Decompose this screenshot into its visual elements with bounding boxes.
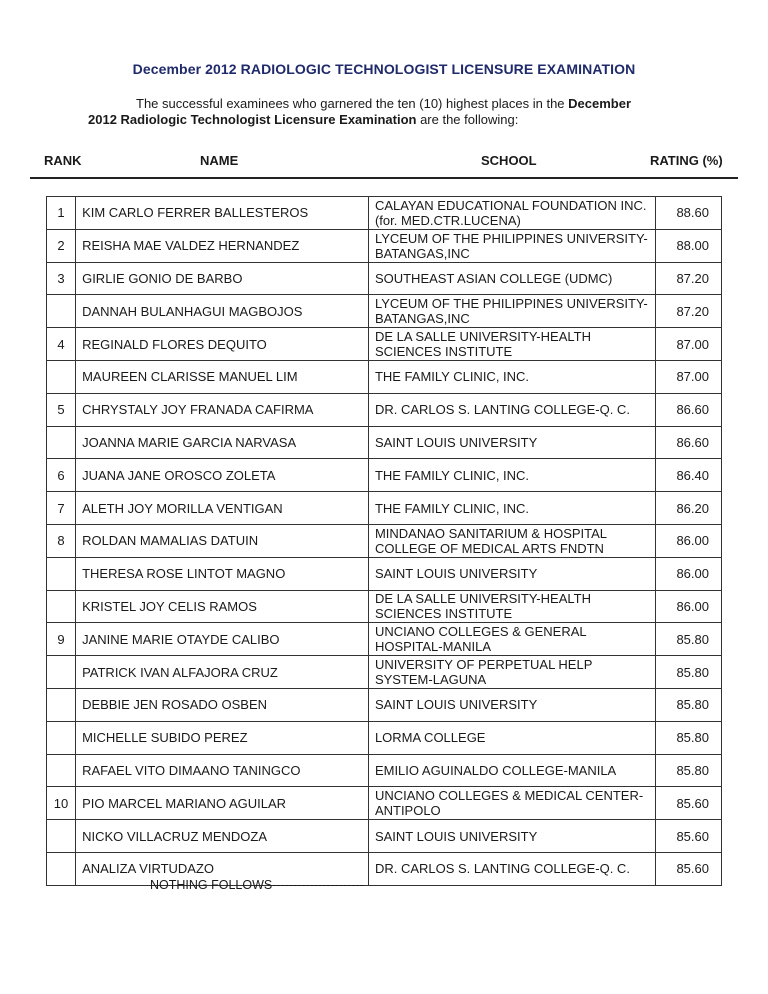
school-cell: SAINT LOUIS UNIVERSITY	[368, 557, 655, 590]
header-rank: RANK	[44, 153, 82, 168]
header-name: NAME	[200, 153, 239, 168]
rank-cell: 9	[47, 623, 76, 656]
table-row	[47, 229, 722, 262]
rating-cell: 87.20	[655, 295, 721, 328]
rank-cell	[47, 820, 76, 853]
rating-cell: 86.60	[655, 393, 721, 426]
rank-cell: 3	[47, 262, 76, 295]
school-cell: SOUTHEAST ASIAN COLLEGE (UDMC)	[368, 262, 655, 295]
table-row	[47, 328, 722, 361]
table-row	[47, 426, 722, 459]
name-cell: JOANNA MARIE GARCIA NARVASA	[76, 426, 369, 459]
school-cell: CALAYAN EDUCATIONAL FOUNDATION INC.(for. MED.CTR.LUCENA)	[368, 197, 655, 230]
rating-cell: 86.00	[655, 524, 721, 557]
rating-cell: 85.80	[655, 656, 721, 689]
name-cell: ANALIZA VIRTUDAZO	[76, 852, 369, 885]
school-cell: LORMA COLLEGE	[368, 721, 655, 754]
rank-cell	[47, 426, 76, 459]
name-cell: THERESA ROSE LINTOT MAGNO	[76, 557, 369, 590]
table-row	[47, 197, 722, 230]
rank-cell	[47, 852, 76, 885]
rank-cell: 4	[47, 328, 76, 361]
table-row	[47, 524, 722, 557]
rank-cell: 6	[47, 459, 76, 492]
school-cell: DE LA SALLE UNIVERSITY-HEALTH SCIENCES INSTITUTE	[368, 328, 655, 361]
header-rating: RATING (%)	[650, 153, 723, 168]
name-cell: JUANA JANE OROSCO ZOLETA	[76, 459, 369, 492]
nothing-follows-note: NOTHING FOLLOWS----------------------	[150, 878, 364, 892]
name-cell: PIO MARCEL MARIANO AGUILAR	[76, 787, 369, 820]
name-cell: RAFAEL VITO DIMAANO TANINGCO	[76, 754, 369, 787]
results-table	[46, 196, 722, 886]
rank-cell	[47, 295, 76, 328]
rating-cell: 86.20	[655, 492, 721, 525]
header-school: SCHOOL	[481, 153, 537, 168]
intro-bold-2: 2012 Radiologic Technologist Licensure Examination	[88, 112, 417, 127]
school-cell: LYCEUM OF THE PHILIPPINES UNIVERSITY-BATANGAS,INC	[368, 229, 655, 262]
rank-cell: 7	[47, 492, 76, 525]
rating-cell: 86.40	[655, 459, 721, 492]
rank-cell: 2	[47, 229, 76, 262]
rank-cell	[47, 754, 76, 787]
school-cell: SAINT LOUIS UNIVERSITY	[368, 426, 655, 459]
rank-cell	[47, 557, 76, 590]
table-row	[47, 688, 722, 721]
table-row	[47, 393, 722, 426]
school-cell: SAINT LOUIS UNIVERSITY	[368, 820, 655, 853]
table-row	[47, 623, 722, 656]
name-cell: GIRLIE GONIO DE BARBO	[76, 262, 369, 295]
header-divider	[30, 177, 738, 179]
rating-cell: 85.60	[655, 820, 721, 853]
rank-cell: 10	[47, 787, 76, 820]
table-row	[47, 360, 722, 393]
rank-cell	[47, 656, 76, 689]
school-cell: UNIVERSITY OF PERPETUAL HELP SYSTEM-LAGUNA	[368, 656, 655, 689]
rank-cell: 8	[47, 524, 76, 557]
intro-bold-1: December	[568, 96, 632, 111]
rank-cell	[47, 688, 76, 721]
school-cell: THE FAMILY CLINIC, INC.	[368, 360, 655, 393]
intro-paragraph	[88, 96, 688, 128]
table-row	[47, 492, 722, 525]
rating-cell: 85.80	[655, 721, 721, 754]
rank-cell	[47, 360, 76, 393]
name-cell: MICHELLE SUBIDO PEREZ	[76, 721, 369, 754]
name-cell: DANNAH BULANHAGUI MAGBOJOS	[76, 295, 369, 328]
intro-text-1: The successful examinees who garnered the ten (10) highest places in the	[136, 96, 569, 111]
rating-cell: 87.00	[655, 328, 721, 361]
name-cell: REISHA MAE VALDEZ HERNANDEZ	[76, 229, 369, 262]
name-cell: CHRYSTALY JOY FRANADA CAFIRMA	[76, 393, 369, 426]
rating-cell: 85.60	[655, 787, 721, 820]
name-cell: ROLDAN MAMALIAS DATUIN	[76, 524, 369, 557]
school-cell: UNCIANO COLLEGES & GENERAL HOSPITAL-MANILA	[368, 623, 655, 656]
table-row	[47, 787, 722, 820]
name-cell: KIM CARLO FERRER BALLESTEROS	[76, 197, 369, 230]
school-cell: SAINT LOUIS UNIVERSITY	[368, 688, 655, 721]
table-row	[47, 590, 722, 623]
rating-cell: 88.00	[655, 229, 721, 262]
intro-text-2: are the following:	[416, 112, 519, 127]
rating-cell: 85.80	[655, 623, 721, 656]
rating-cell: 85.80	[655, 754, 721, 787]
school-cell: DE LA SALLE UNIVERSITY-HEALTH SCIENCES INSTITUTE	[368, 590, 655, 623]
name-cell: JANINE MARIE OTAYDE CALIBO	[76, 623, 369, 656]
table-row	[47, 820, 722, 853]
school-cell: MINDANAO SANITARIUM & HOSPITAL COLLEGE OF MEDICAL ARTS FNDTN	[368, 524, 655, 557]
table-row	[47, 557, 722, 590]
school-cell: EMILIO AGUINALDO COLLEGE-MANILA	[368, 754, 655, 787]
rating-cell: 86.60	[655, 426, 721, 459]
name-cell: DEBBIE JEN ROSADO OSBEN	[76, 688, 369, 721]
page-title: December 2012 RADIOLOGIC TECHNOLOGIST LICENSURE EXAMINATION	[132, 61, 636, 77]
name-cell: MAUREEN CLARISSE MANUEL LIM	[76, 360, 369, 393]
rating-cell: 86.00	[655, 557, 721, 590]
table-row	[47, 656, 722, 689]
rating-cell: 87.20	[655, 262, 721, 295]
table-row	[47, 262, 722, 295]
table-row	[47, 295, 722, 328]
school-cell: DR. CARLOS S. LANTING COLLEGE-Q. C.	[368, 393, 655, 426]
rating-cell: 86.00	[655, 590, 721, 623]
name-cell: NICKO VILLACRUZ MENDOZA	[76, 820, 369, 853]
table-row	[47, 754, 722, 787]
rank-cell: 5	[47, 393, 76, 426]
school-cell: DR. CARLOS S. LANTING COLLEGE-Q. C.	[368, 852, 655, 885]
rank-cell	[47, 590, 76, 623]
name-cell: KRISTEL JOY CELIS RAMOS	[76, 590, 369, 623]
rank-cell: 1	[47, 197, 76, 230]
rank-cell	[47, 721, 76, 754]
school-cell: THE FAMILY CLINIC, INC.	[368, 459, 655, 492]
rating-cell: 88.60	[655, 197, 721, 230]
school-cell: UNCIANO COLLEGES & MEDICAL CENTER-ANTIPOLO	[368, 787, 655, 820]
table-row	[47, 459, 722, 492]
rating-cell: 85.60	[655, 852, 721, 885]
table-row	[47, 852, 722, 885]
rating-cell: 87.00	[655, 360, 721, 393]
name-cell: REGINALD FLORES DEQUITO	[76, 328, 369, 361]
name-cell: ALETH JOY MORILLA VENTIGAN	[76, 492, 369, 525]
rating-cell: 85.80	[655, 688, 721, 721]
table-row	[47, 721, 722, 754]
school-cell: THE FAMILY CLINIC, INC.	[368, 492, 655, 525]
school-cell: LYCEUM OF THE PHILIPPINES UNIVERSITY-BATANGAS,INC	[368, 295, 655, 328]
name-cell: PATRICK IVAN ALFAJORA CRUZ	[76, 656, 369, 689]
